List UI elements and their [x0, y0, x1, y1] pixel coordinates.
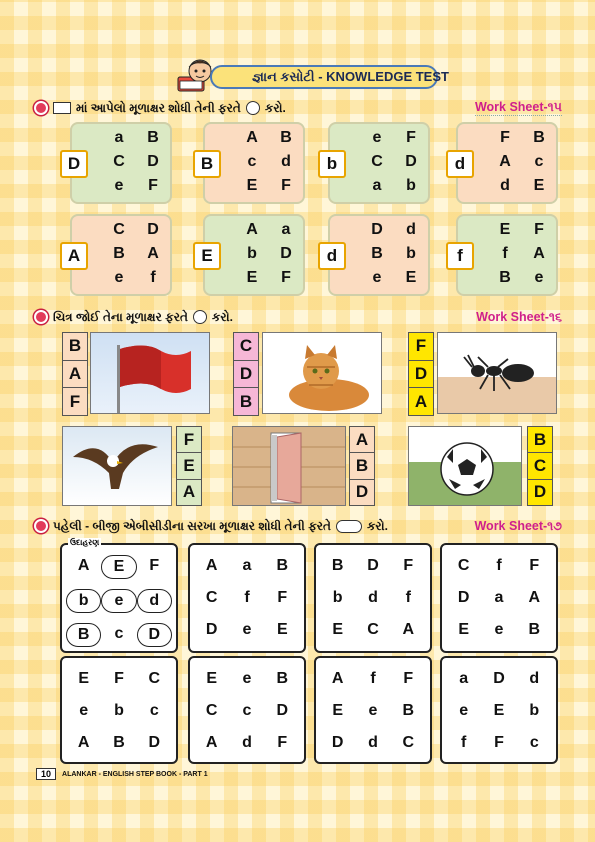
strip-letter[interactable]: A [350, 427, 374, 453]
grid-letter[interactable]: E [276, 621, 288, 638]
tile-letter[interactable]: E [499, 221, 511, 238]
ws17-instruction: પહેલી - બીજી એબીસીડીના સરખા મૂળાક્ષર શોધી તેની ફરતે [53, 518, 331, 533]
bullet-icon [34, 101, 48, 115]
grid-letter[interactable]: c [149, 702, 159, 719]
grid-letter-circled[interactable]: e [101, 589, 136, 613]
ant-picture [437, 332, 557, 414]
door-picture [232, 426, 346, 506]
grid-letter[interactable]: e [494, 621, 504, 638]
tile-letter[interactable]: F [281, 177, 291, 194]
grid-letter[interactable]: E [206, 670, 217, 687]
grid-letter[interactable]: b [529, 702, 540, 719]
tile-letter[interactable]: e [372, 269, 382, 286]
letter-grid-box [188, 543, 306, 653]
grid-letter[interactable]: A [402, 621, 415, 638]
letter-tile [456, 122, 558, 204]
strip-letter[interactable]: D [533, 482, 547, 502]
grid-letter[interactable]: F [403, 670, 414, 687]
letter-strip [233, 332, 259, 416]
page-footer [0, 766, 595, 782]
tile-letter[interactable]: D [147, 221, 159, 238]
tile-letter[interactable]: b [406, 177, 416, 194]
page-title: જ્ઞાન કસોટી - KNOWLEDGE TEST [210, 65, 438, 89]
grid-letter[interactable]: E [332, 702, 343, 719]
page-header [170, 57, 449, 93]
letter-strip [527, 426, 553, 506]
grid-letter[interactable]: C [402, 734, 415, 751]
tile-key-letter: B [193, 150, 221, 178]
eagle-icon [63, 427, 172, 506]
tile-letter[interactable]: e [114, 269, 124, 286]
grid-letter[interactable]: f [461, 734, 467, 751]
grid-letter[interactable]: e [368, 702, 378, 719]
grid-letter[interactable]: e [79, 702, 89, 719]
tile-key-letter: b [318, 150, 346, 178]
grid-letter[interactable]: F [529, 557, 540, 574]
ws17-heading [34, 516, 562, 536]
letter-strip [176, 426, 202, 506]
eagle-picture [62, 426, 172, 506]
ws16-instruction-end: કરો. [211, 309, 233, 324]
tile-letter[interactable]: a [372, 177, 382, 194]
tile-letter[interactable]: B [371, 245, 383, 262]
letter-strip [349, 426, 375, 506]
grid-letter[interactable]: E [458, 621, 469, 638]
football-picture [408, 426, 522, 506]
tile-letter[interactable]: F [406, 129, 416, 146]
grid-letter[interactable]: D [205, 621, 218, 638]
flag-picture [90, 332, 210, 414]
grid-letter[interactable]: D [367, 557, 379, 574]
grid-letter[interactable]: D [493, 670, 505, 687]
footer-text: ALANKAR - ENGLISH STEP BOOK - PART 1 [62, 770, 208, 778]
tile-letter[interactable]: d [281, 153, 291, 170]
tile-letter[interactable]: F [148, 177, 158, 194]
letter-strip [62, 332, 88, 416]
grid-letter[interactable]: a [242, 557, 252, 574]
strip-letter[interactable]: D [355, 482, 369, 502]
letter-tile [328, 122, 430, 204]
grid-letter[interactable]: D [331, 734, 344, 751]
tile-key-letter: E [193, 242, 221, 270]
grid-letter-circled[interactable]: b [66, 589, 101, 613]
tile-letter[interactable]: C [371, 153, 383, 170]
strip-letter[interactable]: A [182, 482, 196, 502]
tile-letter[interactable]: D [405, 153, 417, 170]
grid-letter[interactable]: F [403, 557, 414, 574]
grid-letter[interactable]: d [368, 589, 378, 606]
letter-grid-box [314, 543, 432, 653]
ws16-heading [34, 307, 562, 327]
circle-icon [246, 101, 260, 115]
grid-letter[interactable]: f [405, 589, 411, 606]
tile-letter[interactable]: b [406, 245, 416, 262]
grid-letter[interactable]: A [205, 734, 218, 751]
grid-letter[interactable]: C [205, 702, 218, 719]
grid-letter[interactable]: E [493, 702, 505, 719]
strip-letter[interactable]: E [177, 453, 201, 479]
tile-letter[interactable]: f [150, 269, 156, 286]
ws15-instruction-end: કરો. [264, 100, 286, 115]
ws15-label: Work Sheet-૧૫ [474, 100, 562, 114]
football-icon [409, 427, 522, 506]
tile-letter[interactable]: F [281, 269, 291, 286]
grid-letter[interactable]: a [494, 589, 504, 606]
letter-tile [203, 214, 305, 296]
tile-letter[interactable]: B [499, 269, 511, 286]
strip-letter[interactable]: B [63, 333, 87, 361]
tile-letter[interactable]: d [406, 221, 416, 238]
ws16-label: Work Sheet-૧૬ [476, 309, 562, 324]
tile-key-letter: d [446, 150, 474, 178]
letter-tile [456, 214, 558, 296]
grid-letter[interactable]: F [149, 557, 160, 574]
grid-letter[interactable]: C [457, 557, 470, 574]
bullet-icon [34, 310, 48, 324]
grid-letter[interactable]: A [77, 557, 90, 574]
grid-letter[interactable]: B [402, 702, 415, 719]
tile-letter[interactable]: e [114, 177, 124, 194]
strip-letter[interactable]: B [350, 453, 374, 479]
letter-tile [200, 122, 305, 204]
grid-letter[interactable]: c [114, 625, 124, 642]
tile-letter[interactable]: F [534, 221, 544, 238]
grid-letter[interactable]: f [244, 589, 250, 606]
tile-letter[interactable]: B [280, 129, 292, 146]
grid-letter[interactable]: e [242, 670, 252, 687]
tile-letter[interactable]: e [534, 269, 544, 286]
tile-letter[interactable]: C [113, 153, 125, 170]
grid-letter[interactable]: a [459, 670, 469, 687]
tile-letter[interactable]: E [405, 269, 417, 286]
tile-key-letter: d [318, 242, 346, 270]
grid-letter[interactable]: D [457, 589, 470, 606]
grid-letter[interactable]: A [77, 734, 90, 751]
grid-letter[interactable]: B [276, 670, 289, 687]
strip-letter[interactable]: D [409, 361, 433, 389]
grid-letter[interactable]: f [370, 670, 376, 687]
tile-letter[interactable]: D [280, 245, 292, 262]
ws17-instruction-end: કરો. [366, 518, 388, 533]
letter-grid-box [440, 656, 558, 764]
grid-letter[interactable]: F [277, 589, 288, 606]
strip-letter[interactable]: C [528, 453, 552, 479]
tile-letter[interactable]: A [533, 245, 545, 262]
tile-letter[interactable]: f [502, 245, 508, 262]
tile-letter[interactable]: b [247, 245, 257, 262]
tile-letter[interactable]: A [246, 221, 258, 238]
letter-tile [67, 214, 172, 296]
tile-key-letter: A [60, 242, 88, 270]
strip-letter[interactable]: A [414, 391, 428, 411]
example-box [60, 538, 178, 653]
grid-letter[interactable]: F [114, 670, 124, 687]
tile-letter[interactable]: c [247, 153, 257, 170]
grid-letter[interactable]: A [205, 557, 218, 574]
bullet-icon [34, 519, 48, 533]
square-box-icon [53, 102, 71, 114]
grid-letter[interactable]: d [529, 670, 540, 687]
strip-letter[interactable]: F [69, 391, 81, 411]
tile-letter[interactable]: e [372, 129, 382, 146]
strip-letter[interactable]: B [239, 391, 253, 411]
flag-icon [91, 333, 210, 414]
grid-letter[interactable]: C [205, 589, 218, 606]
ant-icon [438, 333, 557, 414]
letter-tile [328, 214, 430, 296]
tile-letter[interactable]: E [533, 177, 545, 194]
ws16-instruction: ચિત્ર જોઈ તેના મૂળાક્ષર ફરતે [53, 309, 188, 324]
grid-letter[interactable]: F [277, 734, 288, 751]
grid-letter[interactable]: b [114, 702, 124, 719]
grid-letter[interactable]: c [529, 734, 539, 751]
tile-letter[interactable]: a [281, 221, 291, 238]
tile-letter[interactable]: a [114, 129, 124, 146]
strip-letter[interactable]: C [234, 333, 258, 361]
grid-letter[interactable]: F [494, 734, 504, 751]
tile-letter[interactable]: A [499, 153, 511, 170]
letter-grid-box [440, 543, 558, 653]
grid-letter[interactable]: D [276, 702, 289, 719]
tile-letter[interactable]: B [533, 129, 545, 146]
grid-letter[interactable]: E [332, 621, 343, 638]
grid-letter[interactable]: e [459, 702, 469, 719]
tile-letter[interactable]: B [113, 245, 125, 262]
cat-picture [262, 332, 382, 414]
grid-letter-circled[interactable]: d [137, 589, 172, 613]
grid-letter[interactable]: c [242, 702, 252, 719]
strip-letter[interactable]: B [528, 427, 552, 453]
grid-letter[interactable]: e [242, 621, 252, 638]
page-number: 10 [36, 768, 56, 780]
oval-icon [336, 520, 362, 533]
grid-letter[interactable]: d [368, 734, 378, 751]
letter-grid-box [188, 656, 306, 764]
grid-letter-circled[interactable]: E [101, 555, 136, 579]
door-icon [233, 427, 346, 506]
grid-letter[interactable]: D [148, 734, 161, 751]
ws15-instruction: માં આપેલો મૂળાક્ષર શોધી તેની ફરતે [76, 100, 241, 115]
grid-letter[interactable]: C [148, 670, 161, 687]
strip-letter[interactable]: F [177, 427, 201, 453]
grid-letter[interactable]: E [78, 670, 89, 687]
tile-key-letter: f [446, 242, 474, 270]
tile-letter[interactable]: B [147, 129, 159, 146]
strip-letter[interactable]: F [409, 333, 433, 361]
strip-letter[interactable]: D [234, 361, 258, 389]
tile-letter[interactable]: c [534, 153, 544, 170]
ws17-label: Work Sheet-૧૭ [474, 518, 562, 533]
grid-letter[interactable]: f [496, 557, 502, 574]
grid-letter-circled[interactable]: B [66, 623, 101, 647]
letter-grid-box [60, 656, 178, 764]
tile-letter[interactable]: A [147, 245, 159, 262]
cat-icon [263, 333, 382, 414]
grid-letter[interactable]: b [332, 589, 343, 606]
circle-icon [193, 310, 207, 324]
grid-letter[interactable]: B [113, 734, 125, 751]
strip-letter[interactable]: A [63, 361, 87, 389]
grid-letter[interactable]: d [242, 734, 252, 751]
tile-letter[interactable]: E [246, 177, 258, 194]
tile-letter[interactable]: D [371, 221, 383, 238]
grid-letter[interactable]: A [331, 670, 344, 687]
grid-letter[interactable]: B [331, 557, 344, 574]
tile-letter[interactable]: d [500, 177, 510, 194]
grid-letter[interactable]: C [367, 621, 379, 638]
letter-tile [67, 122, 172, 204]
grid-letter[interactable]: B [276, 557, 289, 574]
letter-grid-box [314, 656, 432, 764]
letter-strip [408, 332, 434, 416]
tile-letter[interactable]: F [500, 129, 510, 146]
ws15-heading [34, 98, 562, 118]
tile-letter[interactable]: D [147, 153, 159, 170]
example-label: ઉદાહરણ [70, 538, 100, 547]
grid-letter[interactable]: A [528, 589, 541, 606]
tile-letter[interactable]: C [113, 221, 125, 238]
tile-letter[interactable]: A [246, 129, 258, 146]
tile-key-letter: D [60, 150, 88, 178]
tile-letter[interactable]: E [246, 269, 258, 286]
grid-letter[interactable]: B [528, 621, 541, 638]
grid-letter-circled[interactable]: D [137, 623, 172, 647]
